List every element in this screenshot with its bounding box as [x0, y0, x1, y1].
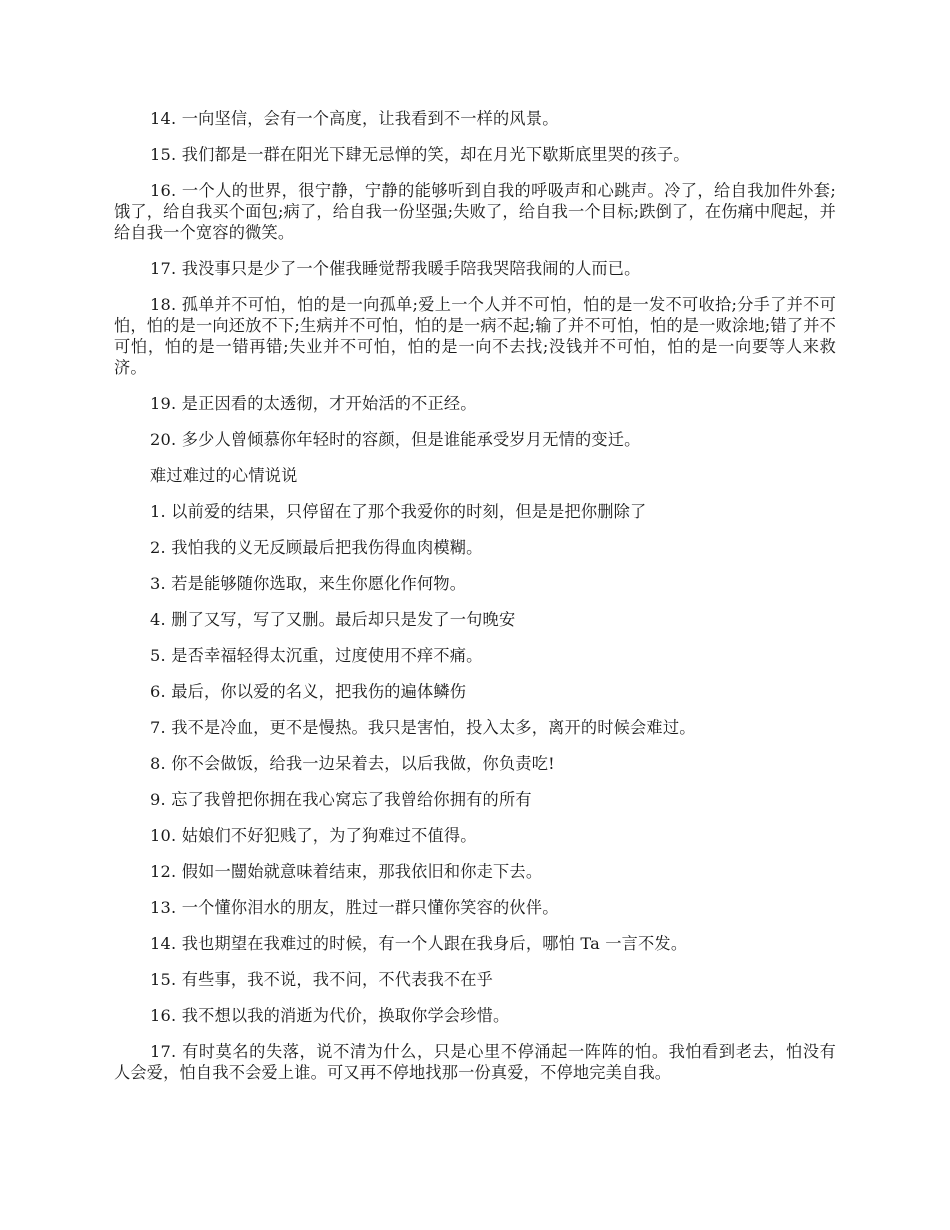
paragraph: 19. 是正因看的太透彻，才开始活的不正经。: [150, 394, 477, 413]
paragraph: 15. 我们都是一群在阳光下肆无忌惮的笑，却在月光下歇斯底里哭的孩子。: [150, 145, 690, 164]
paragraph: 17. 我没事只是少了一个催我睡觉帮我暖手陪我哭陪我闹的人而已。: [150, 259, 641, 278]
paragraph: 10. 姑娘们不好犯贱了，为了狗难过不值得。: [150, 826, 477, 845]
paragraph: 4. 删了又写，写了又删。最后却只是发了一句晚安: [150, 610, 516, 629]
paragraph: 14. 我也期望在我难过的时候，有一个人跟在我身后，哪怕 Ta 一言不发。: [150, 934, 688, 953]
paragraph: 6. 最后，你以爱的名义，把我伤的遍体鳞伤: [150, 682, 467, 701]
paragraph: 18. 孤单并不可怕，怕的是一向孤单;爱上一个人并不可怕，怕的是一发不可收拾;分手了并不可怕，怕的是一向还放不下;生病并不可怕，怕的是一病不起;输了并不可怕，怕的是一败涂地;错了并不可怕，怕的是一错再错;失业并不可怕，怕的是一向不去找;没钱并不可怕，怕的是一向要等人来救济。: [114, 295, 836, 377]
paragraph: 8. 你不会做饭，给我一边呆着去，以后我做，你负责吃!: [150, 754, 555, 773]
document-body: [114, 108, 836, 1098]
paragraph: 2. 我怕我的义无反顾最后把我伤得血肉模糊。: [150, 538, 483, 557]
section-heading: 难过难过的心情说说: [150, 466, 298, 485]
paragraph: 16. 一个人的世界，很宁静，宁静的能够听到自我的呼吸声和心跳声。冷了，给自我加件外套;饿了，给自我买个面包;病了，给自我一份坚强;失败了，给自我一个目标;跌倒了，在伤痛中爬起，并给自我一个宽容的微笑。: [114, 181, 836, 242]
paragraph: 9. 忘了我曾把你拥在我心窝忘了我曾给你拥有的所有: [150, 790, 532, 809]
paragraph: 20. 多少人曾倾慕你年轻时的容颜，但是谁能承受岁月无情的变迁。: [150, 430, 641, 449]
paragraph: 17. 有时莫名的失落，说不清为什么，只是心里不停涌起一阵阵的怕。我怕看到老去，怕没有人会爱，怕自我不会爱上谁。可又再不停地找那一份真爱，不停地完美自我。: [114, 1042, 836, 1082]
paragraph: 15. 有些事，我不说，我不问，不代表我不在乎: [150, 970, 494, 989]
paragraph: 1. 以前爱的结果，只停留在了那个我爱你的时刻，但是是把你删除了: [150, 502, 647, 521]
paragraph: 7. 我不是冷血，更不是慢热。我只是害怕，投入太多，离开的时候会难过。: [150, 718, 696, 737]
paragraph: 14. 一向坚信，会有一个高度，让我看到不一样的风景。: [150, 109, 559, 128]
paragraph: 5. 是否幸福轻得太沉重，过度使用不痒不痛。: [150, 646, 483, 665]
paragraph: 13. 一个懂你泪水的朋友，胜过一群只懂你笑容的伙伴。: [150, 898, 559, 917]
paragraph: 12. 假如一闓始就意味着结束，那我依旧和你走下去。: [150, 862, 543, 881]
paragraph: 16. 我不想以我的消逝为代价，换取你学会珍惜。: [150, 1006, 510, 1025]
paragraph: 3. 若是能够随你选取，来生你愿化作何物。: [150, 574, 467, 593]
